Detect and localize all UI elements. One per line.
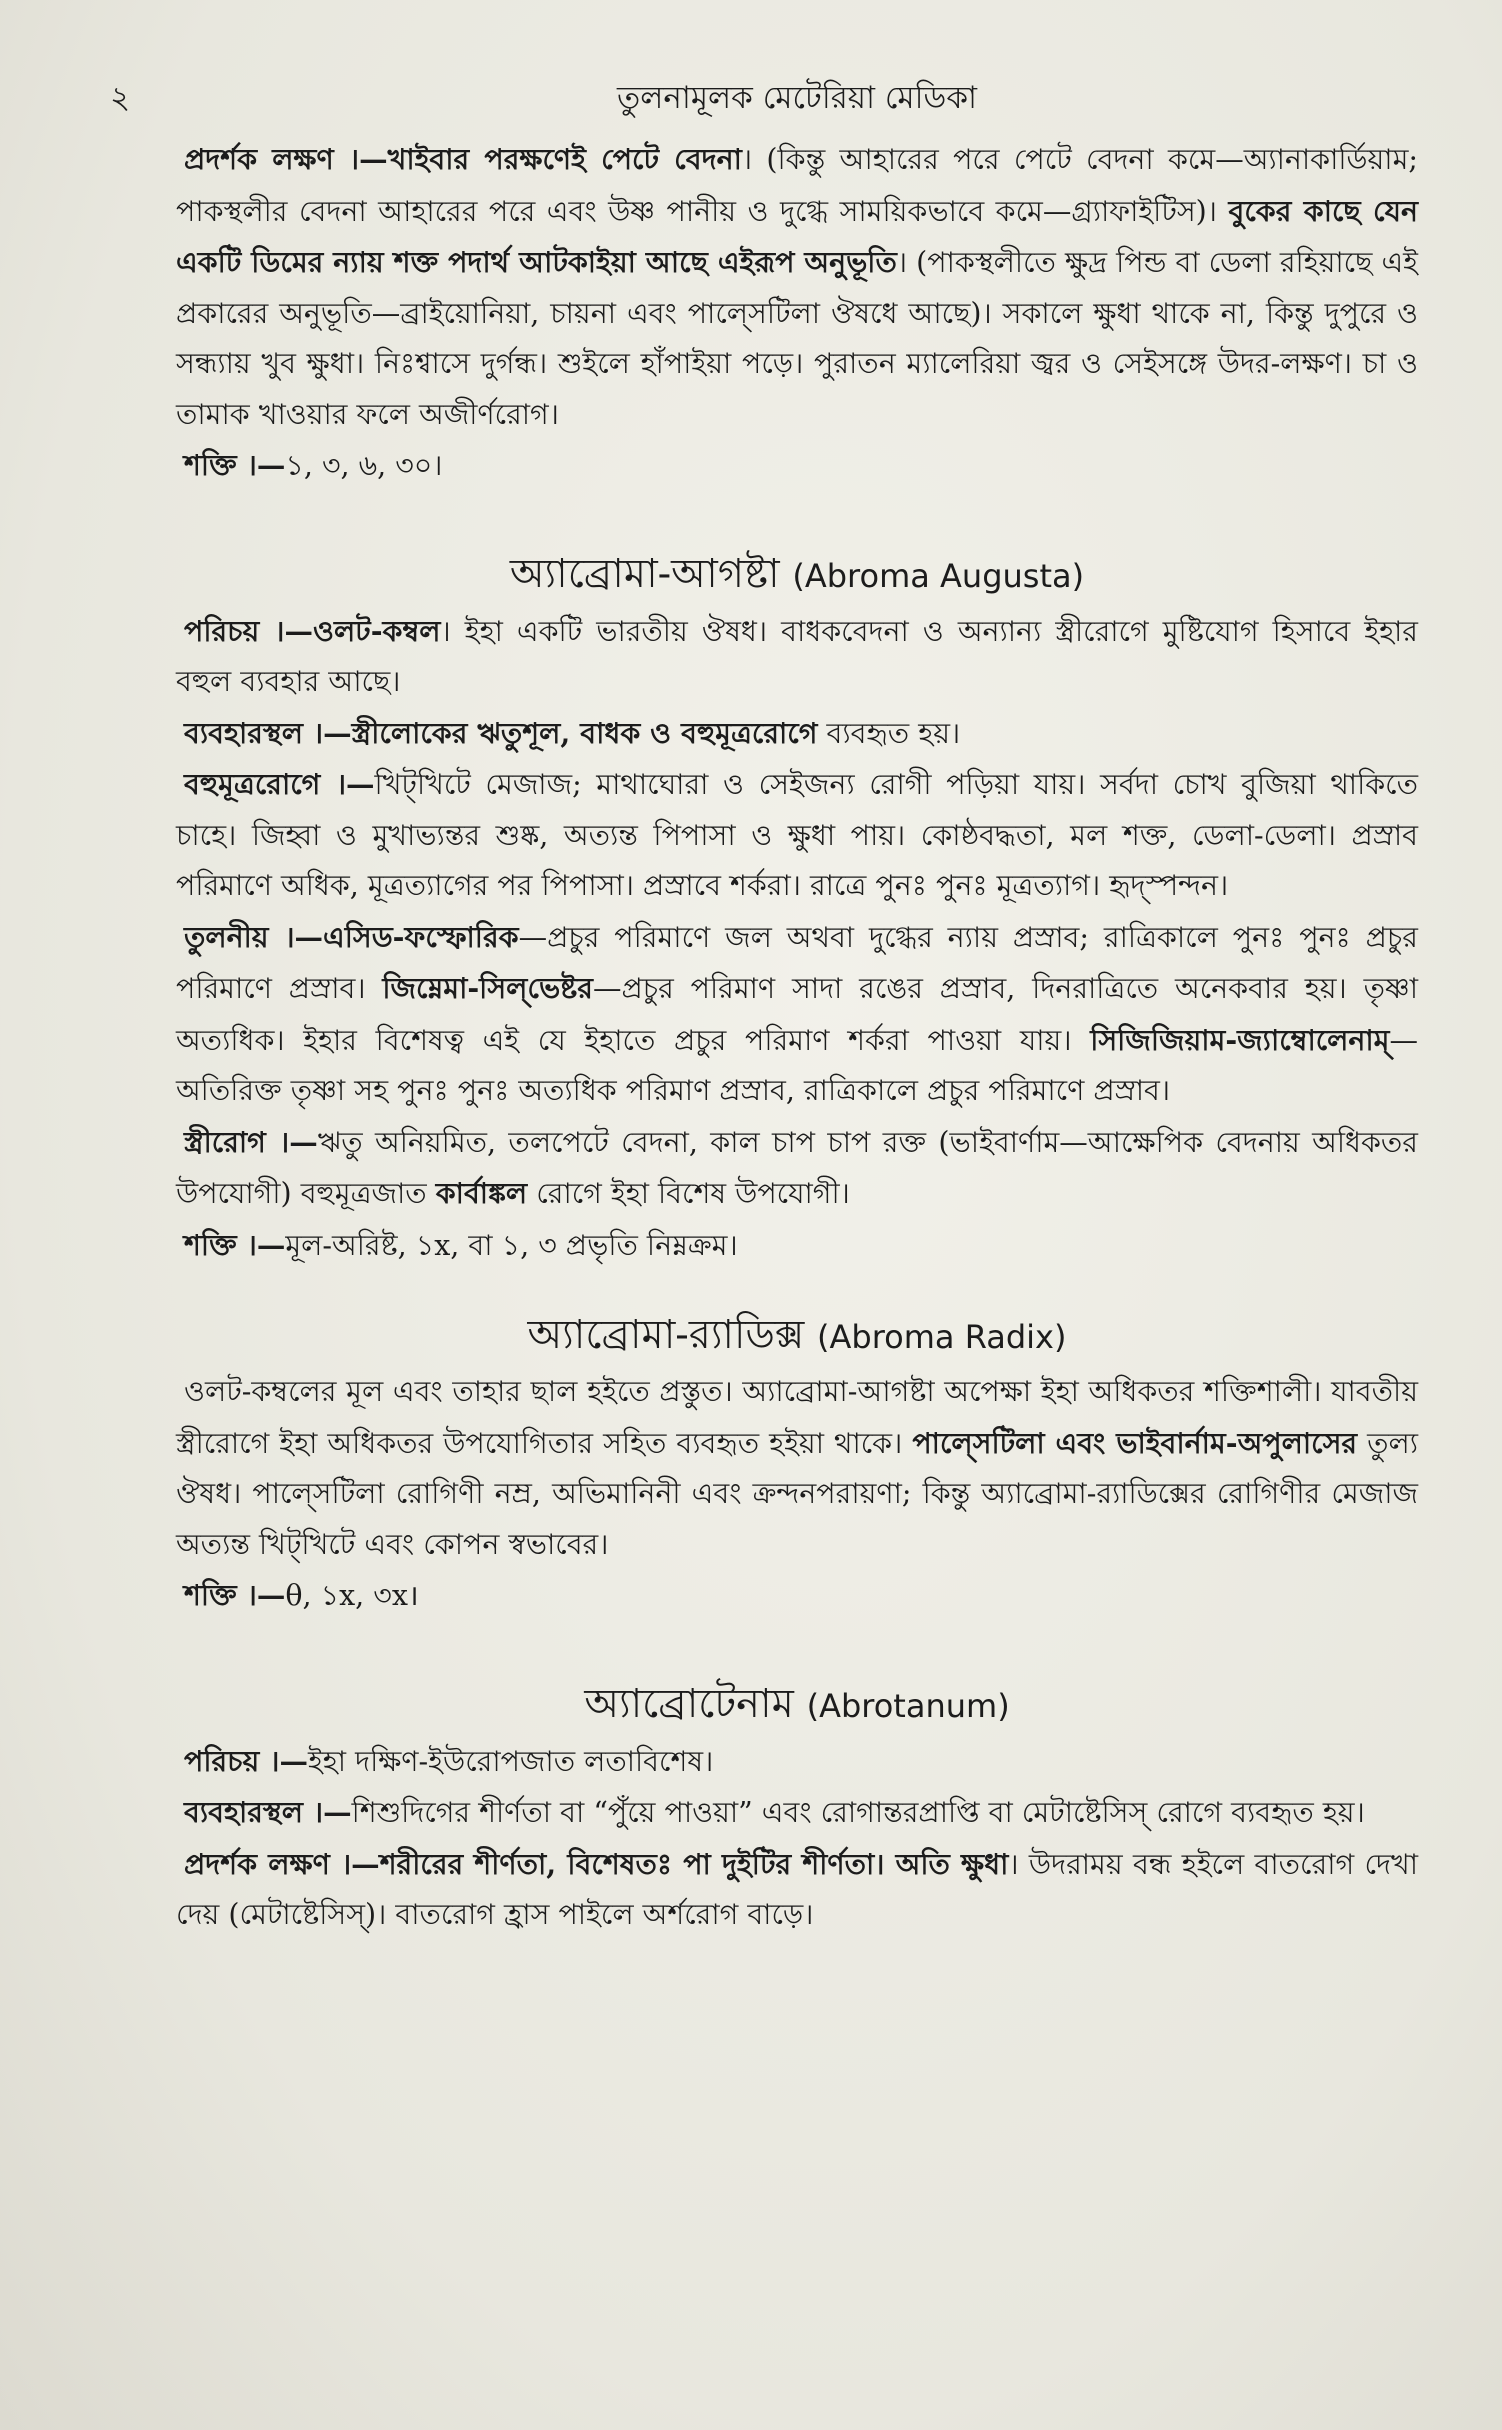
- bold-text: স্ত্রীলোকের ঋতুশূল, বাধক ও বহুমূত্ররোগে: [351, 715, 818, 750]
- text: রোগে ইহা বিশেষ উপযোগী।: [536, 1177, 850, 1210]
- text: । উদরাময় বন্ধ হইলে বাতরোগ দেখা দেয় (মেটাষ্টেসিস্)। বাতরোগ হ্রাস পাইলে অর্শরোগ বাড়ে।: [176, 1847, 1418, 1931]
- potency-text: ১, ৩, ৬, ৩০।: [285, 449, 443, 482]
- diabetes-paragraph: [176, 759, 1418, 912]
- running-title: তুলনামূলক মেটেরিয়া মেডিকা: [616, 80, 978, 116]
- potency-paragraph: [176, 1220, 1418, 1272]
- intro-paragraph: [176, 606, 1418, 708]
- entry-heading-abrotanum: [176, 1674, 1418, 1736]
- potency-text: মূল-অরিষ্ট, ১x, বা ১, ৩ প্রভৃতি নিম্নক্রম।: [285, 1228, 738, 1262]
- label: তুলনীয় ।—: [184, 919, 324, 954]
- label: প্রদর্শক লক্ষণ ।—: [184, 142, 388, 176]
- text: । (কিন্তু আহারের পরে পেটে বেদনা কমে—অ্যানাকার্ডিয়াম; পাকস্থলীর বেদনা আহারের পরে এবং উষ্ণ পানীয় ও দুগ্ধে সাময়িকভাবে কমে—গ্র্যাফাইটিস)।: [176, 143, 1419, 228]
- potency-text: θ, ১x, ৩x।: [285, 1579, 419, 1612]
- indications-paragraph: [176, 134, 1418, 440]
- bold-text: ওলট-কম্বল: [312, 613, 441, 648]
- potency-paragraph: [176, 1570, 1418, 1622]
- label: পরিচয় ।—: [184, 613, 313, 648]
- heading-bengali: অ্যাব্রোমা-র‍্যাডিক্স: [527, 1312, 805, 1358]
- text: —প্রচুর পরিমাণ সাদা রঙের প্রস্রাব, দিনরাত্রিতে অনেকবার হয়। তৃষ্ণা অত্যধিক। ইহার বিশেষত্ব এই যে ইহাতে প্রচুর পরিমাণ শর্করা পাওয়া যায়।: [176, 972, 1418, 1057]
- text: তুল্য ঔষধ। পাল্সেটিলা রোগিণী নম্র, অভিমানিনী এবং ক্রন্দনপরায়ণা; কিন্তু অ্যাব্রোমা-র‍্যাডিক্সের রোগিণীর মেজাজ অত্যন্ত খিট্‌খিটে এবং কোপন স্বভাবের।: [176, 1426, 1418, 1561]
- text: শিশুদিগের শীর্ণতা বা “পুঁয়ে পাওয়া” এবং রোগান্তরপ্রাপ্তি বা মেটাষ্টেসিস্ রোগে ব্যবহৃত হয়।: [351, 1796, 1365, 1829]
- label: বহুমূত্ররোগে ।—: [184, 767, 375, 801]
- text: ঋতু অনিয়মিত, তলপেটে বেদনা, কাল চাপ চাপ রক্ত (ভাইবার্ণাম—আক্ষেপিক বেদনায় অধিকতর উপযোগী) বহুমূত্রজাত: [176, 1125, 1418, 1210]
- heading-bengali: অ্যাব্রোমা-আগষ্টা: [509, 550, 780, 597]
- text: ওলট-কম্বলের মূল এবং তাহার ছাল হইতে প্রস্তুত। অ্যাব্রোমা-আগষ্টা অপেক্ষা ইহা অধিকতর শক্তিশালী। যাবতীয় স্ত্রীরোগে ইহা অধিকতর উপযোগিতার সহিত ব্যবহৃত হইয়া থাকে।: [176, 1375, 1418, 1460]
- entry-heading-abroma-augusta: [176, 544, 1418, 606]
- heading-bengali: অ্যাব্রোটেনাম: [584, 1680, 794, 1727]
- bold-text: পাল্সেটিলা এবং ভাইবার্নাম-অপুলাসের: [912, 1425, 1358, 1460]
- text: ব্যবহৃত হয়।: [826, 716, 961, 750]
- bold-text: সিজিজিয়াম-জ্যাম্বোলেনাম্: [1090, 1022, 1390, 1057]
- label: পরিচয় ।—: [184, 1743, 308, 1778]
- heading-latin: (Abrotanum): [806, 1686, 1010, 1725]
- heading-latin: (Abroma Augusta): [792, 556, 1085, 595]
- potency-label: শক্তি ।—: [184, 1227, 286, 1262]
- female-disorders-paragraph: [176, 1117, 1418, 1220]
- text: —অতিরিক্ত তৃষ্ণা সহ পুনঃ পুনঃ অত্যধিক পরিমাণ প্রস্রাব, রাত্রিকালে প্রচুর পরিমাণে প্রস্রাব।: [176, 1023, 1418, 1107]
- label: ব্যবহারস্থল ।—: [184, 715, 352, 750]
- potency-label: শক্তি ।—: [184, 1578, 286, 1612]
- text: । ইহা একটি ভারতীয় ঔষধ। বাধকবেদনা ও অন্যান্য স্ত্রীরোগে মুষ্টিযোগ হিসাবে ইহার বহুল ব্যবহার আছে।: [176, 614, 1418, 698]
- entry-heading-abroma-radix: [176, 1305, 1418, 1367]
- text: —প্রচুর পরিমাণে জল অথবা দুগ্ধের ন্যায় প্রস্রাব; রাত্রিকালে পুনঃ পুনঃ প্রচুর পরিমাণে প্রস্রাব।: [176, 920, 1418, 1005]
- potency-paragraph: [176, 440, 1418, 492]
- indications-paragraph: [176, 1839, 1418, 1941]
- label: স্ত্রীরোগ ।—: [184, 1124, 318, 1159]
- potency-label: শক্তি ।—: [184, 448, 286, 482]
- description-paragraph: [176, 1367, 1418, 1570]
- bold-text: জিম্নেমা-সিল্‌ভেষ্টর: [382, 971, 593, 1005]
- text: । (পাকস্থলীতে ক্ষুদ্র পিন্ড বা ডেলা রহিয়াছে এই প্রকারের অনুভূতি—ব্রাইয়োনিয়া, চায়না এবং পাল্সেটিলা ঔষধে আছে)। সকালে ক্ষুধা থাকে না, কিন্তু দুপুরে ও সন্ধ্যায় খুব ক্ষুধা। নিঃশ্বাসে দুর্গন্ধ। শুইলে হাঁপাইয়া পড়ে। পুরাতন ম্যালেরিয়া জ্বর ও সেইসঙ্গে উদর-লক্ষণ। চা ও তামাক খাওয়ার ফলে অজীর্ণরোগ।: [176, 246, 1418, 431]
- label: প্রদর্শক লক্ষণ ।—: [184, 1846, 380, 1881]
- text: ইহা দক্ষিণ-ইউরোপজাত লতাবিশেষ।: [307, 1744, 714, 1778]
- text: খিট্‌খিটে মেজাজ; মাথাঘোরা ও সেইজন্য রোগী পড়িয়া যায়। সর্বদা চোখ বুজিয়া থাকিতে চাহে। জিহ্বা ও মুখাভ্যন্তর শুষ্ক, অত্যন্ত পিপাসা ও ক্ষুধা পায়। কোষ্ঠবদ্ধতা, মল শক্ত, ডেলা-ডেলা। প্রস্রাব পরিমাণে অধিক, মূত্রত্যাগের পর পিপাসা। প্রস্রাবে শর্করা। রাত্রে পুনঃ পুনঃ মূত্রত্যাগ। হৃদ্‌স্পন্দন।: [176, 768, 1418, 902]
- intro-paragraph: [176, 1736, 1418, 1788]
- heading-latin: (Abroma Radix): [817, 1318, 1067, 1356]
- bold-text: কার্বাঙ্কল: [435, 1176, 528, 1210]
- bold-text: খাইবার পরক্ষণেই পেটে বেদনা: [387, 142, 742, 176]
- label: ব্যবহারস্থল ।—: [184, 1795, 352, 1829]
- bold-text: বুকের কাছে যেন একটি ডিমের ন্যায় শক্ত পদার্থ আটকাইয়া আছে এইরূপ অনুভূতি: [176, 193, 1419, 279]
- usage-paragraph: [176, 1787, 1418, 1839]
- usage-paragraph: [176, 708, 1418, 760]
- bold-text: এসিড-ফস্ফোরিক: [323, 919, 519, 954]
- running-head: [110, 78, 1418, 118]
- bold-text: শরীরের শীর্ণতা, বিশেষতঃ পা দুইটির শীর্ণতা। অতি ক্ষুধা: [379, 1846, 1009, 1881]
- comparison-paragraph: [176, 912, 1418, 1117]
- page-number: ২: [110, 80, 131, 116]
